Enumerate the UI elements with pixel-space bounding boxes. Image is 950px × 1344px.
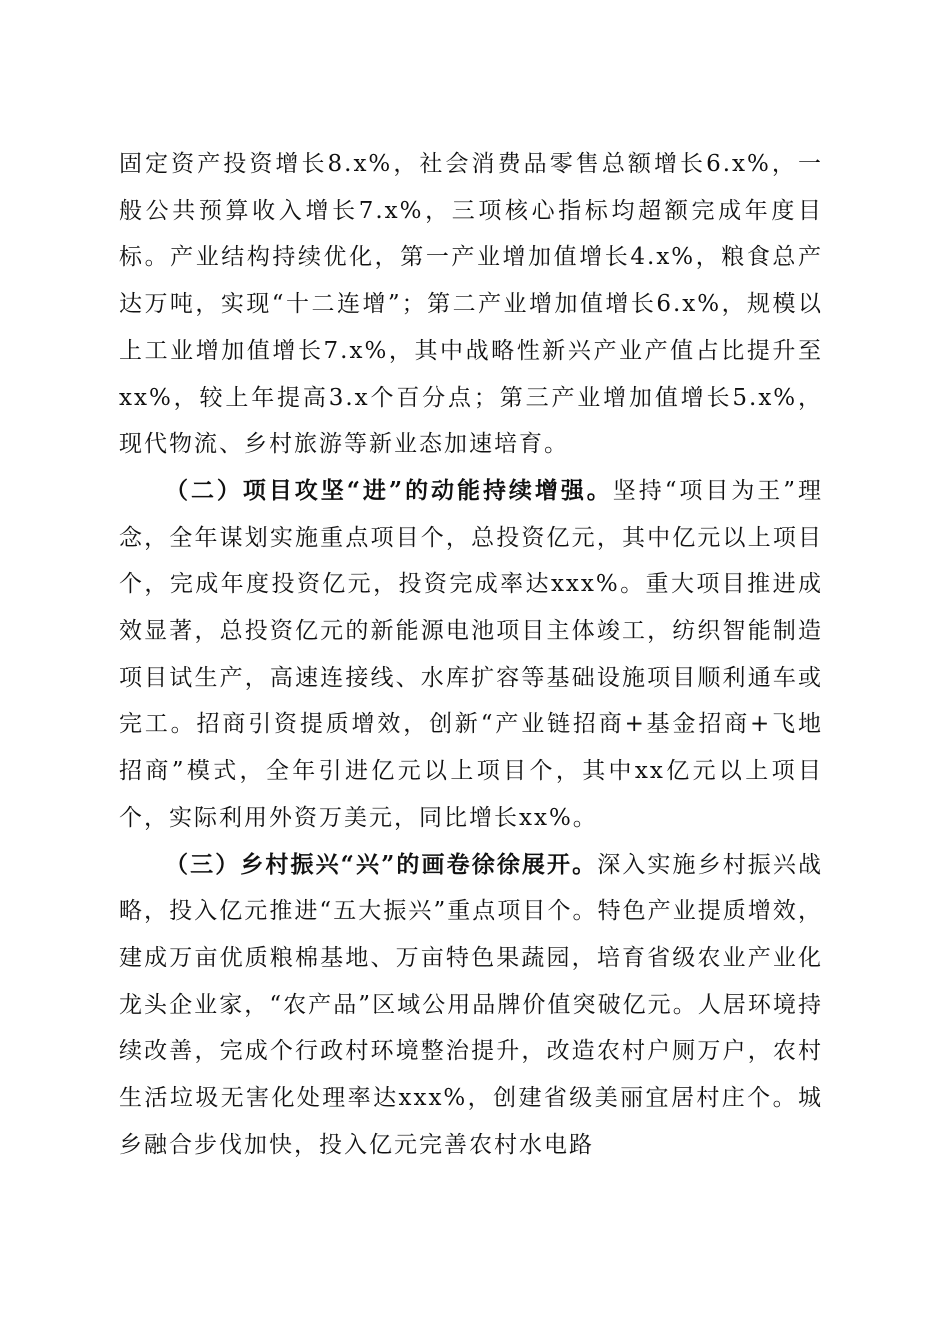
- section-heading-projects: （二）项目攻坚“进”的动能持续增强。: [165, 476, 613, 504]
- paragraph-text: 坚持“项目为王”理念，全年谋划实施重点项目个，总投资亿元，其中亿元以上项目个，完成年度投资亿元，投资完成率达xxx%。重大项目推进成效显著，总投资亿元的新能源电池项目主体竣工，纺织智能制造项目试生产，高速连接线、水库扩容等基础设施项目顺利通车或完工。招商引资提质增效，创新“产业链招商+基金招商+飞地招商”模式，全年引进亿元以上项目个，其中xx亿元以上项目个，实际利用外资万美元，同比增长xx%。: [119, 477, 823, 831]
- paragraph-projects: [119, 468, 823, 842]
- paragraph-text: 深入实施乡村振兴战略，投入亿元推进“五大振兴”重点项目个。特色产业提质增效，建成万亩优质粮棉基地、万亩特色果蔬园，培育省级农业产业化龙头企业家，“农产品”区域公用品牌价值突破亿元。人居环境持续改善，完成个行政村环境整治提升，改造农村户厕万户，农村生活垃圾无害化处理率达xxx%，创建省级美丽宜居村庄个。城乡融合步伐加快，投入亿元完善农村水电路: [119, 851, 823, 1158]
- paragraph-economy: [119, 141, 823, 468]
- section-heading-rural: （三）乡村振兴“兴”的画卷徐徐展开。: [165, 850, 598, 878]
- body-text: [119, 141, 823, 1168]
- paragraph-rural: [119, 842, 823, 1169]
- paragraph-text: 固定资产投资增长8.x%，社会消费品零售总额增长6.x%，一般公共预算收入增长7.x%，三项核心指标均超额完成年度目标。产业结构持续优化，第一产业增加值增长4.x%，粮食总产达万吨，实现“十二连增”；第二产业增加值增长6.x%，规模以上工业增加值增长7.x%，其中战略性新兴产业产值占比提升至xx%，较上年提高3.x个百分点；第三产业增加值增长5.x%，现代物流、乡村旅游等新业态加速培育。: [119, 151, 823, 458]
